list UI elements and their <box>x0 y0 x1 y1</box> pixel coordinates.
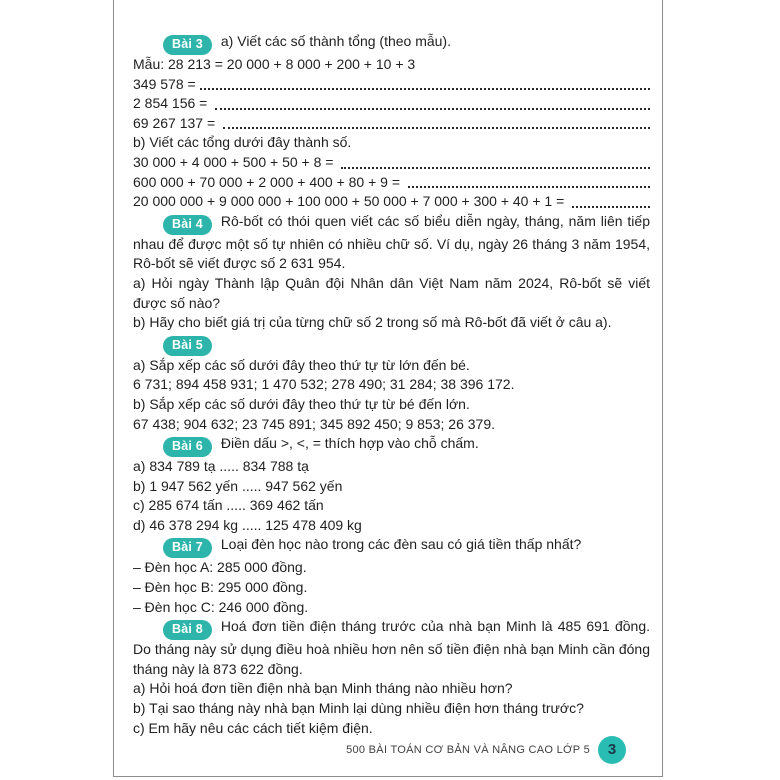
dotted-blank <box>223 114 650 130</box>
dotted-blank <box>341 153 650 169</box>
exercise-6-item-a: a) 834 789 tạ ..... 834 788 tạ <box>133 458 309 475</box>
dotted-blank <box>572 192 650 208</box>
exercise-4-question-a: a) Hỏi ngày Thành lập Quân đội Nhân dân Việt Nam năm 2024, Rô-bốt sẽ viết được số nào? <box>133 274 650 311</box>
exercise-3-badge: Bài 3 <box>163 35 212 55</box>
fill-line <box>133 75 650 95</box>
exercise-7-lamp-a: – Đèn học A: 285 000 đồng. <box>133 559 307 576</box>
exercise-7-lamp-c: – Đèn học C: 246 000 đồng. <box>133 598 309 615</box>
exercise-5-part-b: b) Sắp xếp các số dưới đây theo thứ tự từ bé đến lớn. <box>133 395 470 412</box>
exercise-8-paragraph <box>133 617 650 679</box>
exercise-5-badge: Bài 5 <box>163 336 212 356</box>
exercise-8-question-a: a) Hỏi hoá đơn tiền điện nhà bạn Minh tháng nào nhiều hơn? <box>133 680 513 697</box>
exercise-5-numbers-b: 67 438; 904 632; 23 745 891; 345 892 450; 9 853; 26 379. <box>133 415 495 432</box>
exercise-6-intro: Điền dấu >, <, = thích hợp vào chỗ chấm. <box>220 435 479 452</box>
exercise-5-part-a: a) Sắp xếp các số dưới đây theo thứ tự từ lớn đến bé. <box>133 356 470 373</box>
exercise-6-item-d: d) 46 378 294 kg ..... 125 478 409 kg <box>133 516 362 533</box>
exercise-6-heading <box>133 434 650 457</box>
fill-line-prefix: 349 578 = <box>133 75 196 92</box>
page-content <box>114 0 662 738</box>
exercise-6-item-b: b) 1 947 562 yến ..... 947 562 yến <box>133 477 343 494</box>
fill-line <box>133 114 650 134</box>
exercise-5-numbers-a: 6 731; 894 458 931; 1 470 532; 278 490; 31 284; 38 396 172. <box>133 376 515 393</box>
exercise-7-lamp-b: – Đèn học B: 295 000 đồng. <box>133 579 308 596</box>
exercise-8-badge: Bài 8 <box>163 620 212 640</box>
fill-line-prefix: 2 854 156 = <box>133 95 212 112</box>
fill-line <box>133 173 650 193</box>
exercise-3-intro: a) Viết các số thành tổng (theo mẫu). <box>220 33 451 49</box>
page-footer <box>346 736 626 764</box>
page-number-badge: 3 <box>598 736 626 764</box>
fill-line-prefix: 30 000 + 4 000 + 500 + 50 + 8 = <box>133 153 338 170</box>
exercise-4-badge: Bài 4 <box>163 215 212 235</box>
exercise-6-item-c: c) 285 674 tấn ..... 369 462 tấn <box>133 497 324 514</box>
exercise-8-question-b: b) Tại sao tháng này nhà bạn Minh lại dùng nhiều điện hơn tháng trước? <box>133 700 584 717</box>
dotted-blank <box>200 75 650 91</box>
exercise-8-question-c: c) Em hãy nêu các cách tiết kiệm điện. <box>133 719 373 736</box>
exercise-3-part-b: b) Viết các tổng dưới đây thành số. <box>133 134 352 151</box>
exercise-3-example: Mẫu: 28 213 = 20 000 + 8 000 + 200 + 10 + 3 <box>133 56 416 72</box>
fill-line <box>133 94 650 114</box>
exercise-5-heading <box>133 333 650 356</box>
fill-line-prefix: 20 000 000 + 9 000 000 + 100 000 + 50 000 + 7 000 + 300 + 40 + 1 = <box>133 193 569 210</box>
book-title: 500 BÀI TOÁN CƠ BẢN VÀ NÂNG CAO LỚP 5 <box>346 744 590 756</box>
exercise-4-text: Rô-bốt có thói quen viết các số biểu diễn ngày, tháng, năm liên tiếp nhau để được một số tự nhiên có nhiều chữ số. Ví dụ, ngày 26 tháng 3 năm 1954, Rô-bốt sẽ viết được số 2 631 954. <box>133 212 650 272</box>
exercise-7-badge: Bài 7 <box>163 538 212 558</box>
exercise-7-heading <box>133 535 650 558</box>
exercise-8-text: Hoá đơn tiền điện tháng trước của nhà bạn Minh là 485 691 đồng. Do tháng này sử dụng điều hoà nhiều hơn nên số tiền điện nhà bạn Minh cần đóng tháng này là 873 622 đồng. <box>133 618 650 677</box>
fill-line-prefix: 600 000 + 70 000 + 2 000 + 400 + 80 + 9 = <box>133 173 404 190</box>
exercise-3-heading <box>133 32 650 55</box>
fill-line-prefix: 69 267 137 = <box>133 114 220 131</box>
fill-line <box>133 153 650 173</box>
exercise-6-badge: Bài 6 <box>163 437 212 457</box>
exercise-4-paragraph <box>133 212 650 274</box>
exercise-4-question-b: b) Hãy cho biết giá trị của từng chữ số 2 trong số mà Rô-bốt đã viết ở câu a). <box>133 314 612 331</box>
dotted-blank <box>408 173 650 189</box>
fill-line <box>133 192 650 212</box>
dotted-blank <box>215 94 650 110</box>
exercise-7-intro: Loại đèn học nào trong các đèn sau có giá tiền thấp nhất? <box>220 536 582 553</box>
textbook-page <box>113 0 663 777</box>
